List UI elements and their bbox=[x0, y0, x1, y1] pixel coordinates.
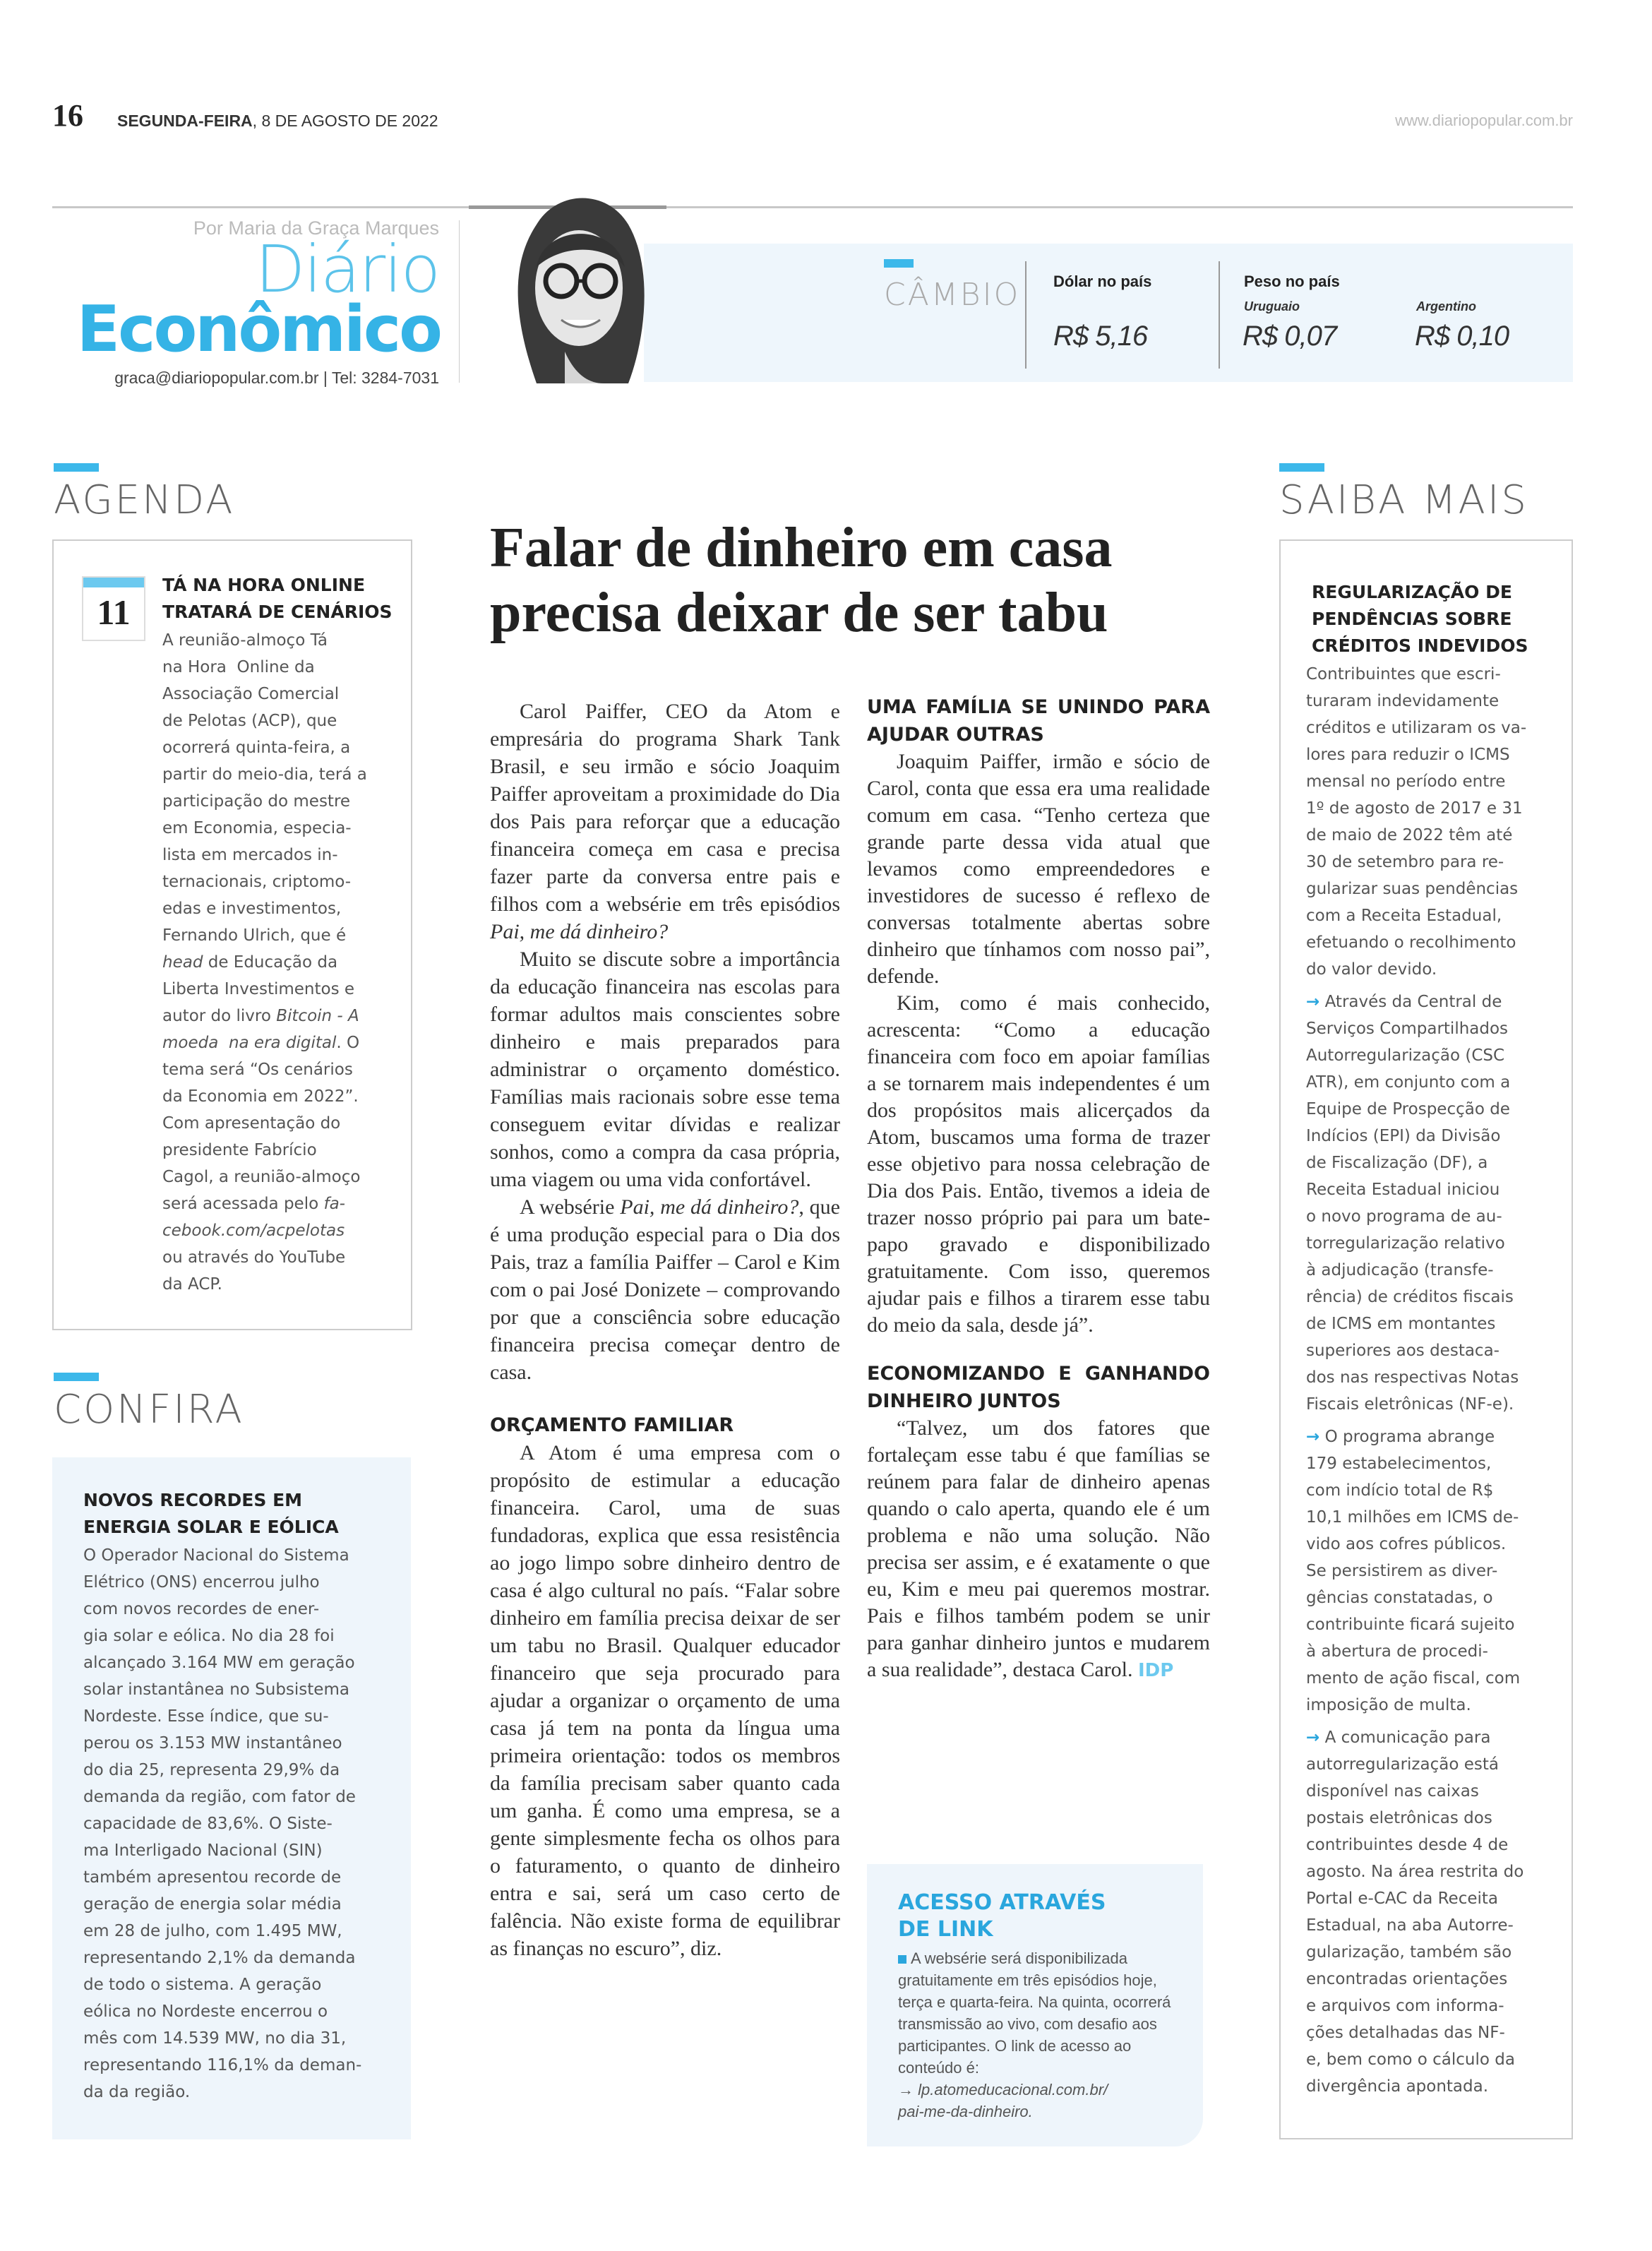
weekday: SEGUNDA-FEIRA bbox=[117, 112, 253, 130]
text: “Talvez, um dos fatores que fortaleçam esse tabu é que famílias se reúnem para falar de dinheiro apenas quando o calo aperta, quando ele é um problema e não uma solução. Não precisa ser assim, e é exatamente o que eu, Kim e meu pai queremos mostrar. Pais e filhos também podem se unir para ganhar dinheiro juntos e mudarem a sua realidade”, destaca Carol. bbox=[867, 1416, 1210, 1681]
columnist-photo bbox=[487, 182, 664, 383]
text: A reunião-almoço Tá na Hora Online da Associação Comercial de Pelotas (ACP), que ocorrerá quinta-feira, a partir do meio-dia, terá a participação do mestre em Economia, especia- lista em mercados in- ternacionais, criptomo- edas e investimentos, Fernando Ulrich, que é bbox=[162, 631, 367, 945]
series-title: Pai, me dá dinheiro? bbox=[490, 920, 669, 943]
date-text: , 8 DE AGOSTO DE 2022 bbox=[252, 112, 438, 130]
bullet bbox=[1306, 989, 1526, 1418]
arrow-right-icon: → bbox=[1306, 1728, 1320, 1747]
facebook-link[interactable]: fa- cebook.com/acpelotas bbox=[162, 1195, 345, 1240]
confira-section-title: CONFIRA bbox=[54, 1387, 244, 1433]
text: A comunicação para autorregularização está disponível nas caixas postais eletrônicas dos contribuintes desde 4 de agosto. Na área restrita do Portal e-CAC da Receita Estadual, na aba Autorre- gularização, também são encontradas orientações e arquivos com informa- ções detalhadas das NF- e, bem como o cálculo da divergência apontada. bbox=[1306, 1728, 1524, 2096]
peso-label: Peso no país bbox=[1244, 273, 1340, 290]
text: O programa abrange 179 estabelecimentos, com indício total de R$ 10,1 milhões em ICMS de- vido aos cofres públicos. Se persistirem as diver- gências constatadas, o contribuinte ficará sujeito à abertura de procedi- mento de ação fiscal, com imposição de multa. bbox=[1306, 1428, 1521, 1714]
text: Através da Central de Serviços Compartilhados Autorregularização (CSC ATR), em conjunto com a Equipe de Prospecção de Indícios (EPI) da Divisão de Fiscalização (DF), a Receita Estadual iniciou o novo programa de au- torregularização relativo à adjudicação (transfe- rência) de créditos fiscais de ICMS em montantes superiores aos destaca- dos nas respectivas Notas Fiscais eletrônicas (NF-e). bbox=[1306, 993, 1519, 1414]
text: . O tema será “Os cenários da Economia em 2022”. Com apresentação do presidente Fabrício Cagol, a reunião-almoço será acessada pelo bbox=[162, 1034, 361, 1213]
text: A websérie será disponibilizada gratuitamente em três episódios hoje, terça e quarta-feira. Na quinta, ocorrerá transmissão ao vivo, com desafio aos participantes. O link de acesso ao conteúdo é: bbox=[898, 1950, 1171, 2077]
column-title-diario: Diário bbox=[255, 232, 439, 307]
page-number: 16 bbox=[52, 98, 83, 133]
paragraph: Kim, como é mais conhecido, acrescenta: “Como a educação financeira com foco em apoiar famílias a se tornarem mais independentes é um dos propósitos mais alicerçados da Atom, buscamos uma forma de trazer esse objetivo para nossa celebração de Dia dos Pais. Então, tivemos a ideia de trazer nosso próprio pai para um bate-papo gravado e disponibilizado gratuitamente. Com isso, queremos ajudar pais e filhos a tirarem esse tabu do meio da sala, desde já”. bbox=[867, 991, 1210, 1337]
column-divider bbox=[459, 220, 460, 383]
photo-credit: IDP bbox=[1137, 1660, 1174, 1681]
column-title-economico: Econômico bbox=[76, 292, 441, 366]
series-link[interactable]: lp.atomeducacional.com.br/ pai-me-da-dinheiro. bbox=[898, 2081, 1108, 2120]
subheading: ECONOMIZANDO E GANHANDO DINHEIRO JUNTOS bbox=[867, 1363, 1210, 1412]
agenda-section-title: AGENDA bbox=[54, 477, 235, 523]
argentino-label: Argentino bbox=[1416, 299, 1476, 314]
paragraph: Muito se discute sobre a importância da educação financeira nas escolas para formar adultos mais conscientes sobre dinheiro e mais preparados para administrar o orçamento doméstico. Famílias mais racionais sobre esse tema conseguem evitar dívidas e realizar sonhos, como a compra da casa própria, uma viagem ou uma vida confortável. bbox=[490, 948, 840, 1191]
subheading: UMA FAMÍLIA SE UNINDO PARA AJUDAR OUTRAS bbox=[867, 696, 1210, 746]
paragraph: Joaquim Paiffer, irmão e sócio de Carol, conta que essa era uma realidade comum em casa. “Tenho certeza que grande parte dessa vida atual que levamos como empreendedores e investidores de sucesso é reflexo de conversas totalmente abertas sobre dinheiro que tínhamos com nosso pai”, defende. bbox=[867, 750, 1210, 988]
text: ou através do YouTube da ACP. bbox=[162, 1248, 346, 1294]
agenda-accent-bar bbox=[54, 463, 99, 472]
agenda-item-body bbox=[162, 627, 367, 1298]
cambio-title: CÂMBIO bbox=[884, 277, 1021, 313]
calendar-day: 11 bbox=[97, 592, 131, 632]
text: A websérie bbox=[520, 1195, 621, 1219]
article-headline: Falar de dinheiro em casa precisa deixar de ser tabu bbox=[490, 517, 1113, 644]
bullet bbox=[1306, 1724, 1526, 2100]
link-box-body bbox=[898, 1947, 1182, 2122]
column-byline: Por Maria da Graça Marques bbox=[193, 217, 439, 239]
column-contact: graca@diariopopular.com.br | Tel: 3284-7031 bbox=[114, 369, 439, 387]
text: Carol Paiffer, CEO da Atom e empresária do programa Shark Tank Brasil, e seu irmão e sócio Joaquim Paiffer aproveitam a proximidade do Dia dos Pais para reforçar que a educação financeira começa em casa e precisa fazer parte da conversa entre pais e filhos com a websérie em três episódios bbox=[490, 700, 840, 916]
bullet bbox=[1306, 1423, 1526, 1719]
confira-body: O Operador Nacional do Sistema Elétrico (ONS) encerrou julho com novos recordes de ener- gia solar e eólica. No dia 28 foi alcançado 3.164 MW em geração solar instantânea no Subsistema Nordeste. Esse índice, que su- perou os 3.153 MW instantâneo do dia 25, representa 29,9% da demanda da região, com fator de capacidade de 83,6%. O Siste- ma Interligado Nacional (SIN) também apresentou recorde de geração de energia solar média em 28 de julho, com 1.495 MW, representando 2,1% da demanda de todo o sistema. A geração eólica no Nordeste encerrou o mês com 14.539 MW, no dia 31, representando 116,1% da deman- da da região. bbox=[83, 1546, 362, 2101]
paragraph bbox=[490, 1193, 840, 1386]
paragraph: A Atom é uma empresa com o propósito de estimular a educação financeira. Carol, uma de suas fundadoras, explica que essa resistência ao jogo limpo sobre dinheiro dentro de casa é algo cultural no país. “Falar sobre dinheiro em família precisa deixar de ser um tabu no Brasil. Qualquer educador financeiro que seja procurado para ajudar a organizar o orçamento de uma casa já tem na ponta da língua uma primeira orientação: todos os membros da família precisam saber quanto cada um ganha. É como uma empresa, se a gente simplesmente fecha os olhos para o faturamento, o quanto de dinheiro entra e sai, será um caso certo de falência. Não existe forma de equilibrar as finanças no escuro”, diz. bbox=[490, 1441, 840, 1960]
saiba-mais-body bbox=[1306, 661, 1526, 2100]
arrow-right-icon: → bbox=[1306, 993, 1320, 1011]
header-rule bbox=[52, 206, 1573, 208]
link-box bbox=[867, 1864, 1203, 2146]
bullet-square-icon bbox=[898, 1955, 906, 1964]
article-column-2 bbox=[867, 693, 1210, 1683]
confira-title: NOVOS RECORDES EM ENERGIA SOLAR E EÓLICA bbox=[83, 1490, 339, 1537]
cambio-divider bbox=[1025, 261, 1026, 369]
subheading: ORÇAMENTO FAMILIAR bbox=[490, 1414, 734, 1436]
link-box-title: ACESSO ATRAVÉS DE LINK bbox=[898, 1890, 1106, 1942]
argentino-value: R$ 0,10 bbox=[1415, 321, 1509, 352]
article-column-1 bbox=[490, 698, 840, 1962]
text: de Educação da Liberta Investimentos e autor do livro bbox=[162, 953, 355, 1025]
dolar-value: R$ 5,16 bbox=[1053, 321, 1148, 352]
arrow-right-icon: → bbox=[898, 2081, 914, 2098]
text: , que é uma produção especial para o Dia dos Pais, traz a família Paiffer – Carol e Kim com o pai José Donizete – comprovando por que a consciência sobre educação financeira precisa começar dentro de casa. bbox=[490, 1195, 841, 1384]
agenda-item-title: TÁ NA HORA ONLINE TRATARÁ DE CENÁRIOS bbox=[162, 575, 393, 622]
book-title: Bitcoin - A moeda na era digital bbox=[162, 1007, 359, 1052]
edition-date bbox=[117, 112, 438, 131]
saiba-mais-section-title: SAIBA MAIS bbox=[1279, 477, 1528, 523]
text-italic: head bbox=[162, 953, 203, 972]
uruguaio-value: R$ 0,07 bbox=[1243, 321, 1337, 352]
paragraph bbox=[867, 1415, 1210, 1683]
calendar-icon bbox=[82, 576, 145, 641]
confira-accent-bar bbox=[54, 1373, 99, 1381]
uruguaio-label: Uruguaio bbox=[1244, 299, 1300, 314]
paragraph: Contribuintes que escri- turaram indevidamente créditos e utilizaram os va- lores para reduzir o ICMS mensal no período entre 1º de agosto de 2017 e 31 de maio de 2022 têm até 30 de setembro para re- gularizar suas pendências com a Receita Estadual, efetuando o recolhimento do valor devido. bbox=[1306, 665, 1527, 979]
series-title: Pai, me dá dinheiro? bbox=[620, 1195, 799, 1219]
arrow-right-icon: → bbox=[1306, 1428, 1320, 1446]
cambio-divider bbox=[1219, 261, 1220, 369]
saiba-mais-accent-bar bbox=[1279, 463, 1324, 472]
dolar-label: Dólar no país bbox=[1053, 273, 1152, 290]
website-link[interactable]: www.diariopopular.com.br bbox=[1395, 112, 1573, 129]
cambio-accent-bar bbox=[884, 259, 914, 268]
saiba-mais-title: REGULARIZAÇÃO DE PENDÊNCIAS SOBRE CRÉDITOS INDEVIDOS bbox=[1312, 582, 1528, 656]
paragraph bbox=[490, 698, 840, 945]
